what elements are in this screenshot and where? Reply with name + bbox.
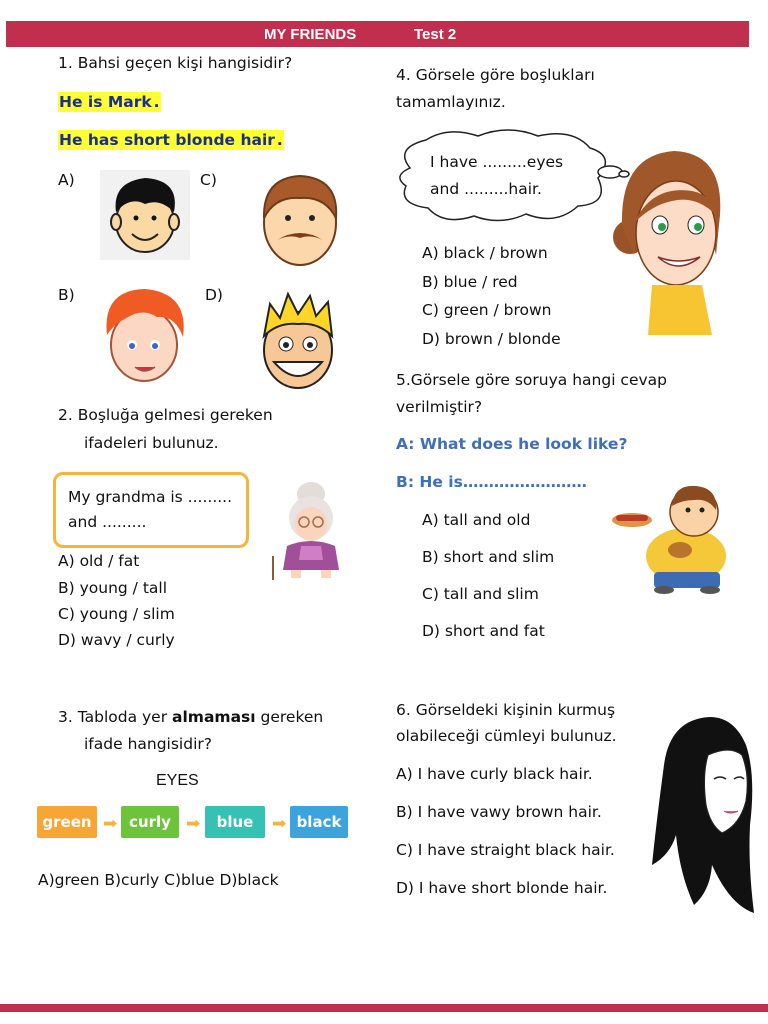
q4-question-line2: tamamlayınız.: [396, 93, 506, 111]
arrow-right-icon: ➡: [103, 814, 118, 834]
q5-option-a[interactable]: A) tall and old: [422, 511, 531, 529]
q3-question-line1: 3. Tabloda yer almaması gereken: [58, 708, 324, 726]
chip-blue: blue: [205, 806, 265, 838]
q1-option-a-label: A): [58, 171, 75, 189]
q3-table-title: EYES: [156, 772, 199, 789]
q2-box-line1: My grandma is .........: [68, 488, 233, 506]
man-mustache-face: [255, 168, 345, 268]
q1-option-b-label: B): [58, 286, 75, 304]
q5-option-b[interactable]: B) short and slim: [422, 548, 555, 566]
q2-option-d[interactable]: D) wavy / curly: [58, 631, 175, 649]
q3-question-line2: ifade hangisidir?: [84, 735, 212, 753]
q4-option-c[interactable]: C) green / brown: [422, 301, 552, 319]
q2-question-line2: ifadeleri bulunuz.: [84, 434, 219, 452]
q4-option-d[interactable]: D) brown / blonde: [422, 330, 561, 348]
woman-long-black-hair-illustration: [650, 715, 762, 915]
q6-option-b[interactable]: B) I have vawy brown hair.: [396, 803, 602, 821]
q2-option-c[interactable]: C) young / slim: [58, 605, 175, 623]
header-bar: [6, 21, 749, 47]
q1-line2: He has short blonde hair .: [59, 131, 283, 149]
q4-option-b[interactable]: B) blue / red: [422, 273, 518, 291]
q2-statement-box: [53, 472, 249, 548]
q6-question-line1: 6. Görseldeki kişinin kurmuş: [396, 701, 616, 719]
grandma-illustration: [265, 480, 357, 582]
thought-bubble: [388, 126, 633, 226]
girl-brown-hair-illustration: [612, 145, 727, 335]
q3-answer-options[interactable]: A)green B)curly C)blue D)black: [38, 871, 279, 889]
bubble-line1: I have .........eyes: [430, 153, 564, 171]
q5-question-line1: 5.Görsele göre soruya hangi cevap: [396, 371, 667, 389]
boy-black-hair-face: [100, 170, 190, 260]
q2-option-a[interactable]: A) old / fat: [58, 552, 140, 570]
q5-dialog-a: A: What does he look like?: [396, 435, 628, 453]
man-eating-hotdog-illustration: [612, 480, 737, 595]
test-number: Test 2: [414, 26, 457, 43]
footer-bar: [0, 1004, 768, 1012]
q1-option-d-label: D): [205, 286, 223, 304]
q1-question: 1. Bahsi geçen kişi hangisidir?: [58, 54, 293, 72]
q1-option-c-label: C): [200, 171, 217, 189]
boy-red-hair-face: [97, 285, 192, 385]
q4-question-line1: 4. Görsele göre boşlukları: [396, 66, 595, 84]
chip-curly: curly: [121, 806, 179, 838]
q6-option-c[interactable]: C) I have straight black hair.: [396, 841, 615, 859]
chip-green: green: [37, 806, 97, 838]
q5-option-d[interactable]: D) short and fat: [422, 622, 545, 640]
q5-dialog-b: B: He is……………………: [396, 473, 587, 491]
q2-question-line1: 2. Boşluğa gelmesi gereken: [58, 406, 273, 424]
arrow-right-icon: ➡: [186, 814, 201, 834]
arrow-right-icon: ➡: [272, 814, 287, 834]
q5-option-c[interactable]: C) tall and slim: [422, 585, 539, 603]
q1-line1: He is Mark .: [59, 93, 160, 111]
worksheet-title: MY FRIENDS: [264, 26, 357, 43]
q5-question-line2: verilmiştir?: [396, 398, 483, 416]
q2-box-line2: and .........: [68, 513, 147, 531]
q6-question-line2: olabileceği cümleyi bulunuz.: [396, 727, 617, 745]
q4-option-a[interactable]: A) black / brown: [422, 244, 548, 262]
q6-option-a[interactable]: A) I have curly black hair.: [396, 765, 593, 783]
chip-black: black: [290, 806, 348, 838]
q2-option-b[interactable]: B) young / tall: [58, 579, 168, 597]
bubble-line2: and .........hair.: [430, 180, 542, 198]
boy-blonde-spiky-face: [258, 292, 338, 392]
q6-option-d[interactable]: D) I have short blonde hair.: [396, 879, 608, 897]
